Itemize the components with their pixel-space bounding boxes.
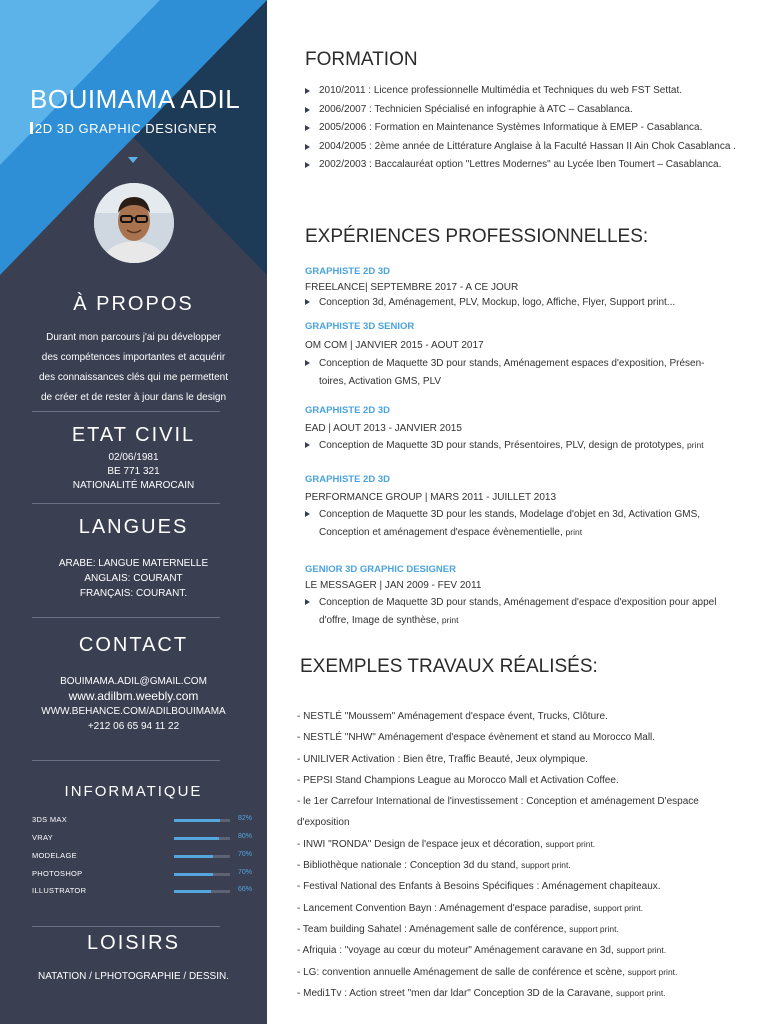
work-item [297, 876, 699, 897]
formation-item: 2006/2007 : Technicien Spécialisé en infographie à ATC – Casablanca. [305, 101, 736, 120]
skill-row [32, 815, 262, 827]
work-item-text: - Bibliothèque nationale : Conception 3d du stand, [297, 860, 519, 872]
job-entry [305, 321, 725, 390]
contact-website[interactable]: www.adilbm.weebly.com [68, 689, 199, 703]
work-item-text: - INWI "RONDA" Design de l'espace jeux et décoration, [297, 838, 543, 850]
work-item-text: - Festival National des Enfants à Besoins Spécifiques : Aménagement chapiteaux. [297, 881, 661, 893]
about-text [0, 330, 267, 406]
works-title: EXEMPLES TRAVAUX RÉALISÉS: [300, 656, 598, 677]
skill-percent: 66% [238, 886, 253, 893]
formation-title: FORMATION [305, 49, 418, 70]
formation-item: 2004/2005 : 2ème année de Littérature Anglaise à la Faculté Hassan II Ain Chok Casablanca . [305, 138, 736, 157]
job-meta: OM COM | JANVIER 2015 - AOUT 2017 [305, 340, 484, 351]
hobbies-text: NATATION / LPHOTOGRAPHIE / DESSIN. [38, 971, 229, 982]
job-description [305, 294, 725, 312]
skill-row [32, 851, 262, 863]
job-title: GENIOR 3D GRAPHIC DESIGNER [305, 564, 456, 575]
skill-name: MODELAGE [32, 851, 77, 860]
skill-row [32, 886, 262, 898]
contact-text [0, 674, 267, 734]
about-line: des compétences importantes et acquérir [41, 352, 226, 363]
civil-text [0, 451, 267, 493]
about-line: de créer et de rester à jour dans le design [40, 392, 227, 403]
work-item-extra: support print. [616, 945, 667, 956]
works-list [297, 706, 699, 1004]
work-item-text: - Team building Sahatel : Aménagement salle de conférence, [297, 923, 567, 935]
job-description-text: Conception de Maquette 3D pour stands, Aménagement d'espace d'exposition pour appel d'offre, Image de synthèse, [319, 597, 717, 626]
skill-bar [174, 837, 230, 840]
nationality: NATIONALITÉ MAROCAIN [72, 480, 195, 491]
job-description-extra: print [441, 614, 459, 625]
main-content [267, 0, 768, 1024]
work-item-text: - le 1er Carrefour International de l'investissement : Conception et aménagement D'espace [297, 796, 699, 808]
work-item-text: - PEPSI Stand Champions League au Morocco Mall et Activation Coffee. [297, 774, 619, 786]
job-entry [305, 266, 725, 312]
skill-bar [174, 873, 230, 876]
skill-fill [174, 837, 219, 840]
formation-list [305, 82, 736, 175]
contact-title: CONTACT [78, 634, 189, 656]
work-item-text: - UNILIVER Activation : Bien être, Traffic Beauté, Jeux olympique. [297, 753, 589, 765]
work-item [297, 898, 699, 919]
skill-percent: 70% [238, 851, 253, 858]
skill-row [32, 833, 262, 845]
skill-name: 3DS MAX [32, 815, 68, 824]
work-item-text: - NESTLÉ "Moussem" Aménagement d'espace évent, Trucks, Clôture. [297, 711, 608, 722]
work-item [297, 940, 699, 961]
about-line: des connaissances clés qui me permettent [39, 372, 228, 383]
divider [32, 411, 220, 412]
work-item-extra: support print. [615, 987, 666, 998]
job-description [305, 437, 725, 455]
job-description-text: Conception de Maquette 3D pour les stands, Modelage d'objet en 3d, Activation GMS, Conception et aménagement d'espace évènementielle, [319, 509, 701, 538]
job-meta: FREELANCE| SEPTEMBRE 2017 - A CE JOUR [305, 282, 519, 293]
avatar [94, 183, 174, 263]
language-item: ARABE: LANGUE MATERNELLE [58, 558, 209, 569]
job-meta: PERFORMANCE GROUP | MARS 2011 - JUILLET 2013 [305, 492, 557, 503]
work-item [297, 983, 699, 1004]
id-number: BE 771 321 [107, 466, 160, 477]
divider [32, 760, 220, 761]
about-line: Durant mon parcours j'ai pu développer [46, 332, 221, 343]
work-item-text: - LG: convention annuelle Aménagement de salle de conférence et scène, [297, 966, 625, 978]
profile-name: BOUIMAMA ADIL [30, 84, 241, 114]
work-item-text: - Medi1Tv : Action street "men dar ldar" Conception 3D de la Caravane, [297, 987, 614, 999]
job-title: GRAPHISTE 3D SENIOR [305, 321, 415, 332]
skill-fill [174, 855, 213, 858]
work-item-extra: support print. [569, 923, 619, 934]
skill-row [32, 869, 262, 881]
work-item-extra: support print. [545, 838, 596, 849]
job-description [305, 594, 724, 629]
skill-name: VRAY [32, 833, 54, 842]
work-item [297, 749, 699, 770]
job-description-text: Conception de Maquette 3D pour stands, Aménagement espaces d'exposition, Présen-toires, Activation GMS, PLV [319, 358, 705, 387]
formation-item: 2002/2003 : Baccalauréat option "Lettres Modernes" au Lycée Iben Toumert – Casablanca. [305, 156, 736, 175]
experiences-title: EXPÉRIENCES PROFESSIONNELLES: [305, 226, 649, 247]
role-bar [30, 122, 33, 134]
job-title: GRAPHISTE 2D 3D [305, 266, 390, 277]
work-item [297, 834, 699, 855]
formation-item: 2010/2011 : Licence professionnelle Multimédia et Techniques du web FST Settat. [305, 82, 736, 101]
civil-title: ETAT CIVIL [71, 424, 196, 446]
birth-date: 02/06/1981 [108, 452, 159, 463]
job-description-extra: print [687, 440, 704, 450]
job-description-extra: print [565, 526, 583, 537]
contact-behance[interactable]: WWW.BEHANCE.COM/ADILBOUIMAMA [41, 706, 226, 717]
work-item [297, 855, 699, 876]
skill-percent: 82% [238, 815, 253, 822]
sidebar [0, 0, 267, 1024]
profile-role-text: 2D 3D GRAPHIC DESIGNER [35, 121, 218, 136]
work-item-text: - NESTLÉ "NHW" Aménagement d'espace évènement et stand au Morocco Mall. [297, 732, 656, 744]
work-item [297, 791, 699, 812]
skill-bar [174, 819, 230, 822]
divider [32, 617, 220, 618]
contact-phone: +212 06 65 94 11 22 [87, 721, 180, 732]
profile-role [30, 121, 217, 136]
languages-title: LANGUES [78, 516, 189, 538]
job-meta: LE MESSAGER | JAN 2009 - FEV 2011 [305, 580, 482, 591]
work-item [297, 706, 699, 727]
job-description [305, 506, 724, 541]
formation-item: 2005/2006 : Formation en Maintenance Systèmes Informatique à EMEP - Casablanca. [305, 119, 736, 138]
skill-fill [174, 873, 213, 876]
skill-fill [174, 890, 211, 893]
skill-name: ILLUSTRATOR [32, 886, 87, 895]
work-item [297, 962, 699, 983]
job-entry [305, 405, 725, 455]
work-item-extra: support print. [627, 966, 678, 977]
work-item-extra: support print. [521, 860, 571, 871]
work-item [297, 727, 699, 748]
job-meta: EAD | AOUT 2013 - JANVIER 2015 [305, 423, 462, 434]
language-item: FRANÇAIS: COURANT. [79, 588, 188, 599]
contact-email[interactable]: BOUIMAMA.ADIL@GMAIL.COM [60, 676, 207, 687]
about-title: À PROPOS [73, 293, 194, 315]
job-description-text: Conception 3d, Aménagement, PLV, Mockup, logo, Affiche, Flyer, Support print... [319, 297, 676, 308]
job-title: GRAPHISTE 2D 3D [305, 474, 390, 485]
job-title: GRAPHISTE 2D 3D [305, 405, 390, 416]
work-item [297, 919, 699, 940]
work-item-text: - Afriquia : "voyage au cœur du moteur" Aménagement caravane en 3d, [297, 945, 614, 957]
skill-fill [174, 819, 220, 822]
work-item [297, 770, 699, 791]
work-item-extra: support print. [593, 902, 644, 913]
skill-name: PHOTOSHOP [32, 869, 83, 878]
divider [32, 503, 220, 504]
caret-down-icon [128, 157, 138, 163]
work-item-text: - Lancement Convention Bayn : Aménagement d'espace paradise, [297, 902, 591, 914]
skill-bar [174, 855, 230, 858]
skill-percent: 80% [238, 833, 253, 840]
work-item [297, 812, 699, 833]
work-item-text: d'exposition [297, 817, 350, 829]
hobbies-title: LOISIRS [87, 932, 180, 954]
skill-percent: 70% [238, 869, 253, 876]
skills-title: INFORMATIQUE [64, 783, 203, 800]
language-item: ANGLAIS: COURANT [84, 573, 183, 584]
job-entry [305, 474, 725, 541]
languages-text [0, 556, 267, 601]
job-description-text: Conception de Maquette 3D pour stands, Présentoires, PLV, design de prototypes, [319, 440, 685, 451]
job-entry [305, 564, 725, 629]
divider [32, 926, 220, 927]
job-description [305, 355, 719, 390]
portrait-photo [94, 183, 174, 263]
skill-bar [174, 890, 230, 893]
